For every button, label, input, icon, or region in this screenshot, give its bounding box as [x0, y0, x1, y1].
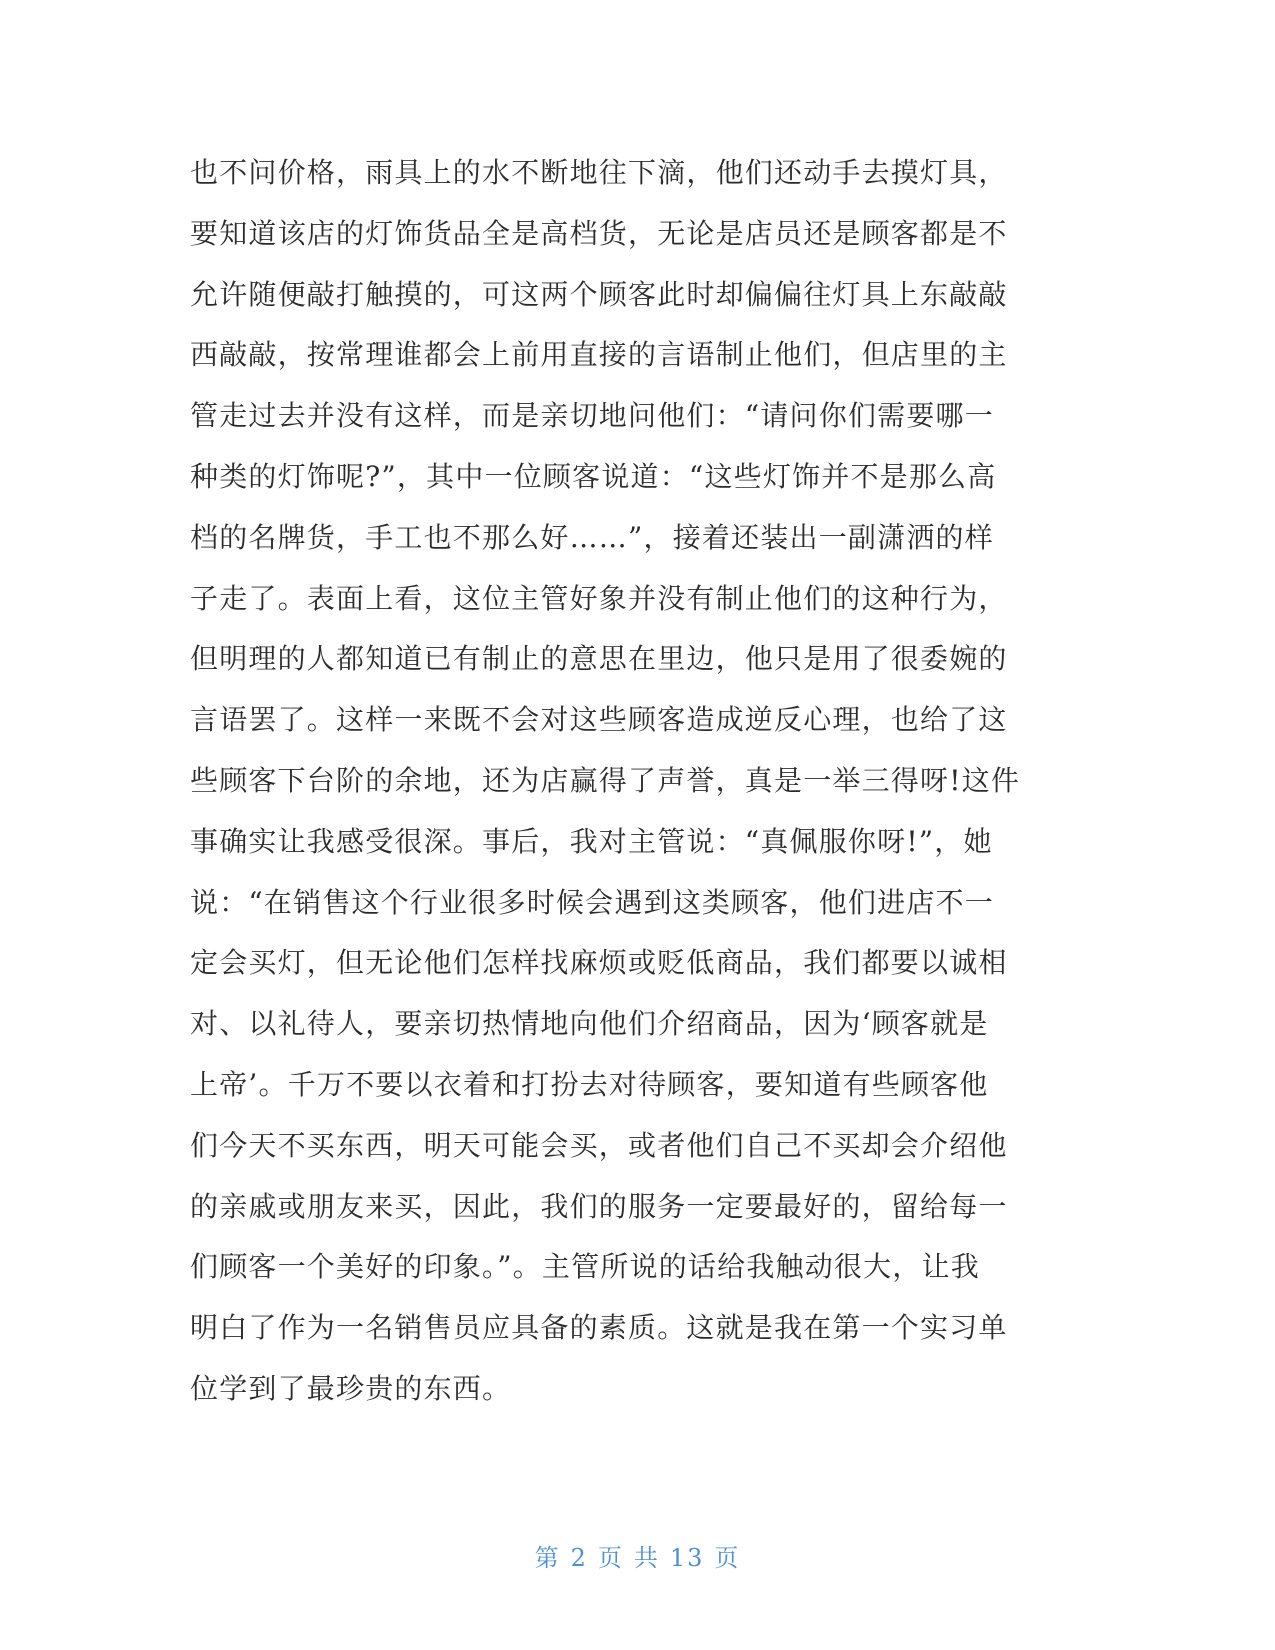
body-text	[190, 143, 1090, 1420]
footer-total-label: 共	[633, 1544, 660, 1572]
text-line: 定会买灯，但无论他们怎样找麻烦或贬低商品，我们都要以诚相	[190, 946, 1008, 980]
text-line: 事确实让我感受很深。事后，我对主管说：“真佩服你呀!”，她	[190, 824, 993, 858]
text-line: 要知道该店的灯饰货品全是高档货，无论是店员还是顾客都是不	[190, 216, 1008, 250]
text-line: 种类的灯饰呢?”，其中一位顾客说道：“这些灯饰并不是那么高	[190, 459, 997, 493]
text-line: 子走了。表面上看，这位主管好象并没有制止他们的这种行为，	[190, 581, 1008, 615]
text-line: 明白了作为一名销售员应具备的素质。这就是我在第一个实习单	[190, 1311, 1008, 1345]
footer-total-unit: 页	[714, 1544, 741, 1572]
current-page-number: 2	[570, 1544, 588, 1572]
text-line: 允许随便敲打触摸的，可这两个顾客此时却偏偏往灯具上东敲敲	[190, 277, 1008, 311]
text-line: 西敲敲，按常理谁都会上前用直接的言语制止他们，但店里的主	[190, 338, 1008, 372]
text-line: 上帝’。千万不要以衣着和打扮去对待顾客，要知道有些顾客他	[190, 1067, 989, 1101]
text-line: 对、以礼待人，要亲切热情地向他们介绍商品，因为‘顾客就是	[190, 1007, 989, 1041]
text-line: 管走过去并没有这样，而是亲切地问他们：“请问你们需要哪一	[190, 399, 994, 433]
total-pages-number: 13	[669, 1544, 705, 1572]
text-line: 也不问价格，雨具上的水不断地往下滴，他们还动手去摸灯具，	[190, 156, 1008, 189]
footer-page-label: 第	[534, 1544, 561, 1572]
text-line: 言语罢了。这样一来既不会对这些顾客造成逆反心理，也给了这	[190, 703, 1008, 737]
footer-page-unit: 页	[597, 1544, 624, 1572]
text-line: 些顾客下台阶的余地，还为店赢得了声誉，真是一举三得呀!这件	[190, 763, 1021, 797]
text-line: 们顾客一个美好的印象。”。主管所说的话给我触动很大，让我	[190, 1250, 980, 1284]
page-footer	[0, 1538, 1275, 1573]
text-line: 但明理的人都知道已有制止的意思在里边，他只是用了很委婉的	[190, 642, 1008, 676]
text-line: 们今天不买东西，明天可能会买，或者他们自己不买却会介绍他	[190, 1128, 1008, 1162]
text-line: 说：“在销售这个行业很多时候会遇到这类顾客，他们进店不一	[190, 885, 994, 919]
text-line: 档的名牌货，手工也不那么好……”，接着还装出一副潇洒的样	[190, 520, 994, 554]
text-line: 位学到了最珍贵的东西。	[190, 1371, 512, 1405]
text-line: 的亲戚或朋友来买，因此，我们的服务一定要最好的，留给每一	[190, 1189, 1008, 1223]
